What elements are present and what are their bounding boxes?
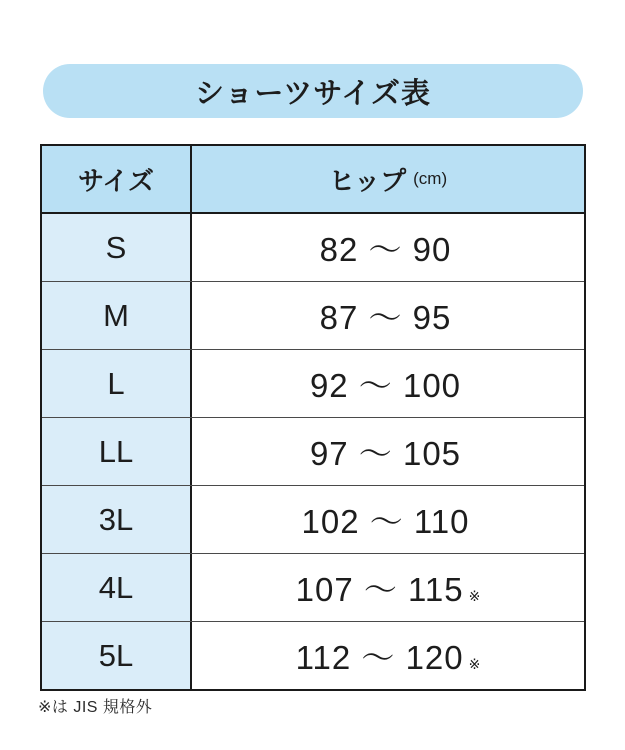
hip-range-value: 107 〜 115: [295, 571, 464, 608]
hip-range-value: 102 〜 110: [301, 503, 470, 540]
size-column-header: サイズ: [42, 146, 192, 212]
hip-range-value: 82 〜 90: [319, 231, 452, 268]
hip-cell: [192, 350, 584, 417]
hip-cell: [192, 214, 584, 281]
table-row: [42, 553, 584, 621]
size-cell: M: [42, 282, 192, 349]
jis-note-mark: ※: [468, 588, 481, 604]
size-cell: 3L: [42, 486, 192, 553]
table-body: [42, 214, 584, 689]
table-row: [42, 621, 584, 689]
hip-range-value: 97 〜 105: [309, 435, 462, 472]
hip-cell: [192, 554, 584, 621]
title-banner: [43, 64, 583, 118]
hip-cell: [192, 622, 584, 689]
jis-note-mark: ※: [468, 656, 481, 672]
table-row: [42, 485, 584, 553]
table-row: [42, 214, 584, 281]
hip-range-value: 87 〜 95: [319, 299, 452, 336]
table-row: [42, 349, 584, 417]
hip-cell: [192, 418, 584, 485]
hip-column-header: [192, 146, 584, 212]
size-cell: L: [42, 350, 192, 417]
hip-unit-label: (cm): [413, 169, 448, 188]
table-header-row: [42, 146, 584, 214]
jis-footnote: ※は JIS 規格外: [38, 699, 153, 716]
hip-cell: [192, 282, 584, 349]
size-cell: 5L: [42, 622, 192, 689]
hip-header-label: ヒップ: [328, 165, 407, 196]
table-row: [42, 281, 584, 349]
table-row: [42, 417, 584, 485]
hip-range-value: 112 〜 120: [295, 639, 464, 676]
size-cell: 4L: [42, 554, 192, 621]
size-table: [40, 144, 586, 691]
hip-cell: [192, 486, 584, 553]
size-cell: LL: [42, 418, 192, 485]
page-title: ショーツサイズ表: [195, 77, 431, 110]
size-cell: S: [42, 214, 192, 281]
hip-range-value: 92 〜 100: [309, 367, 462, 404]
